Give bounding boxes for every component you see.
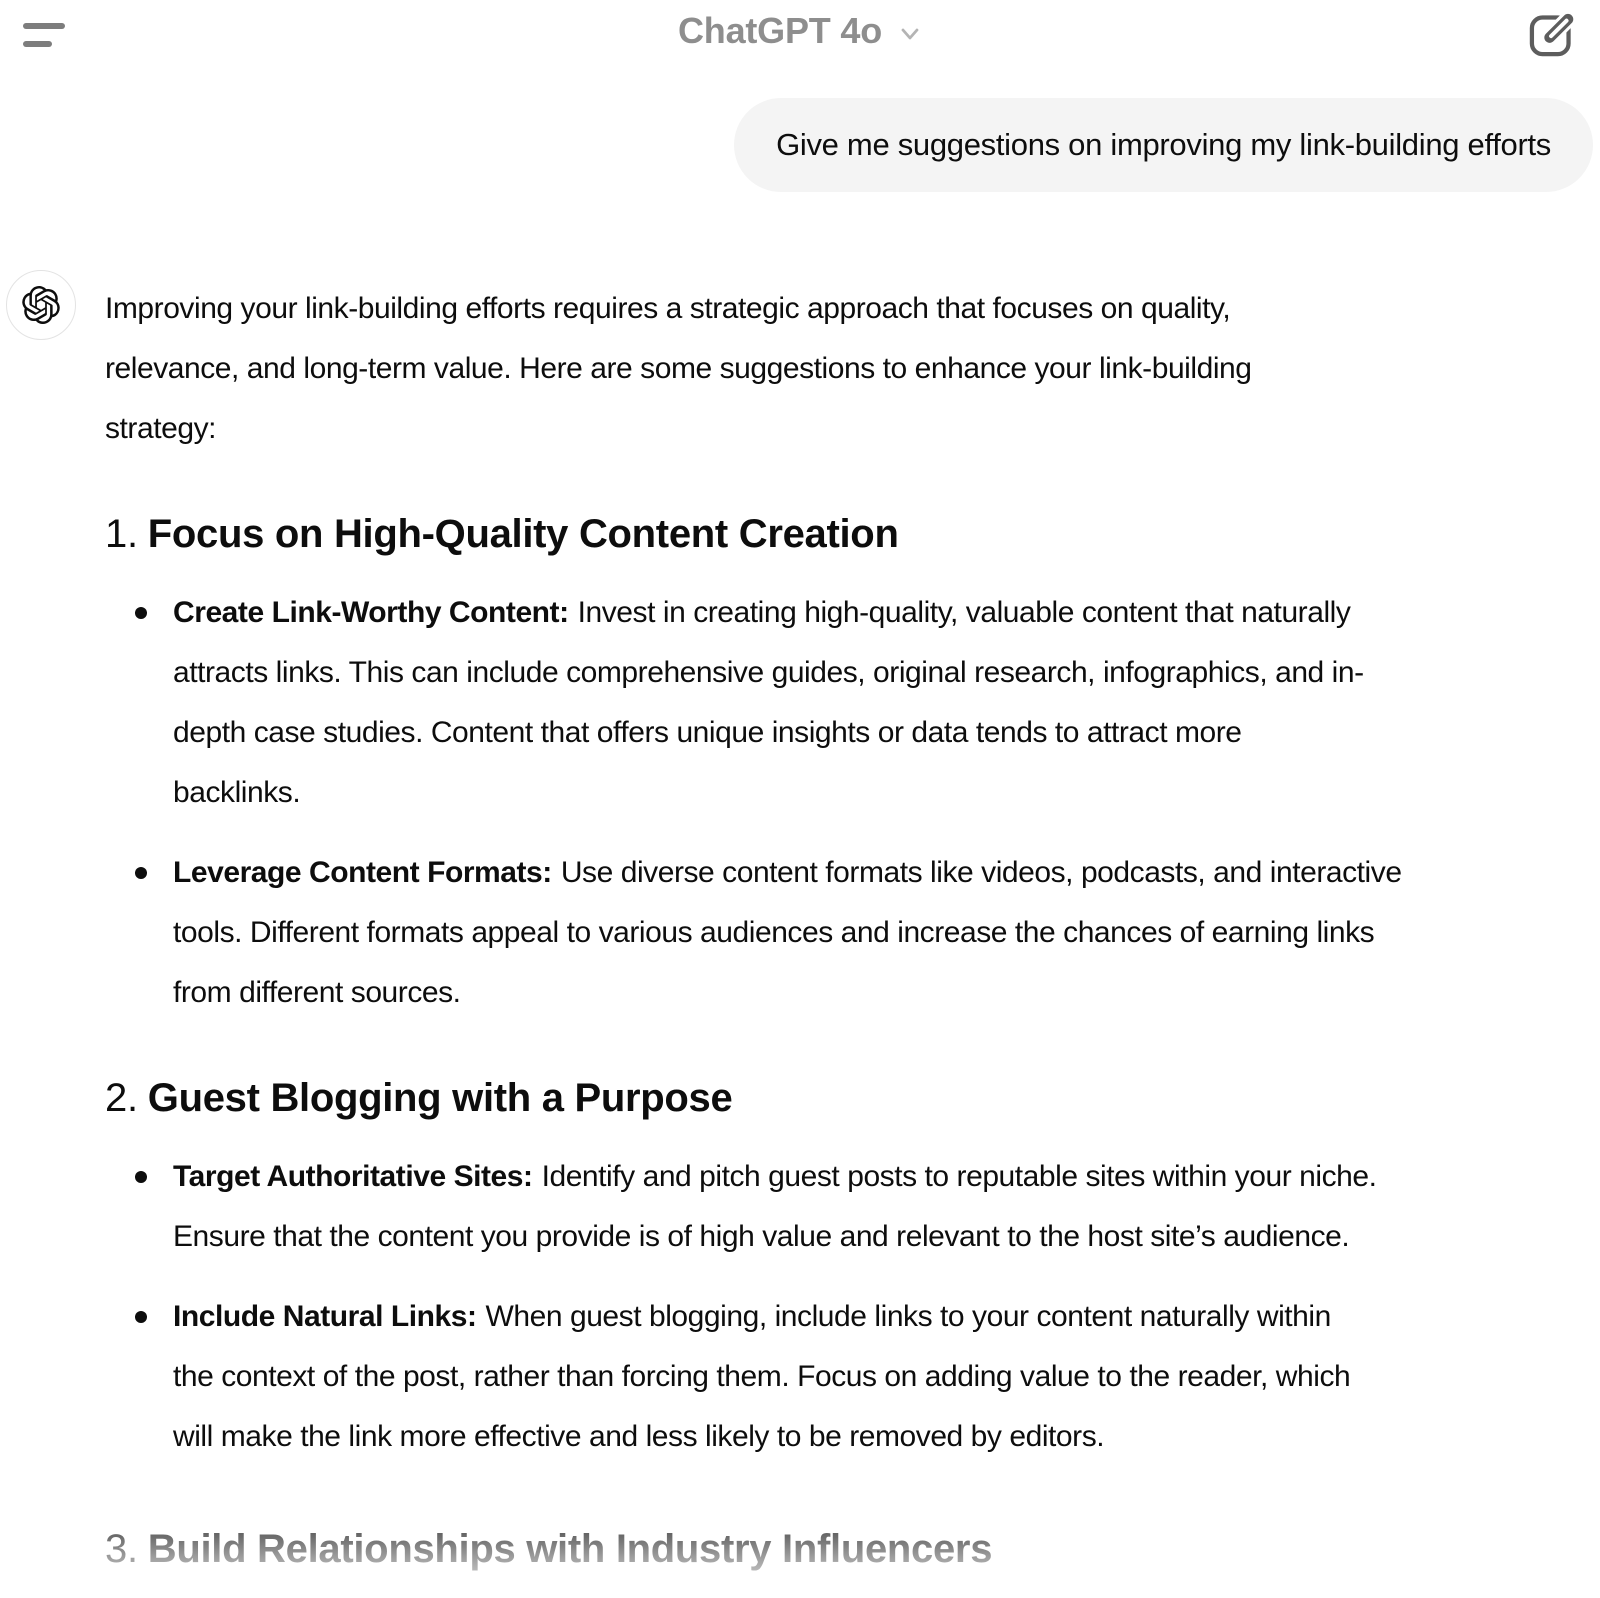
list-item xyxy=(105,1147,1565,1267)
section-number: 2. xyxy=(105,1076,138,1120)
model-title: ChatGPT 4o xyxy=(677,10,883,51)
user-message-bubble xyxy=(734,98,1593,192)
model-switcher-button[interactable] xyxy=(678,10,922,52)
sidebar-toggle-button[interactable] xyxy=(15,12,75,58)
text-line: relevance, and long-term value. Here are some suggestions to enhance your link-building xyxy=(105,352,1252,385)
section-heading-1 xyxy=(105,506,1565,562)
section-title: Focus on High-Quality Content Creation xyxy=(147,512,899,556)
text-line: backlinks. xyxy=(173,776,301,809)
section-title: Build Relationships with Industry Influencers xyxy=(147,1527,993,1571)
text-line: attracts links. This can include comprehensive guides, original research, infographics, and in- xyxy=(173,656,1364,689)
section-heading-3 xyxy=(105,1521,1565,1577)
list-item xyxy=(105,1287,1565,1467)
top-bar xyxy=(0,0,1600,70)
bullet-dot xyxy=(135,1171,147,1183)
assistant-message xyxy=(105,279,1565,1598)
intro-paragraph xyxy=(105,279,1565,459)
text-line: Include Natural Links: When guest blogging, include links to your content naturally within xyxy=(173,1300,1331,1333)
section-number: 3. xyxy=(105,1527,138,1571)
text-line: depth case studies. Content that offers unique insights or data tends to attract more xyxy=(173,716,1242,749)
text-line: from different sources. xyxy=(173,976,461,1009)
openai-logo-icon xyxy=(22,286,60,324)
list-item xyxy=(105,843,1565,1023)
section-number: 1. xyxy=(105,512,138,556)
bullet-dot xyxy=(135,867,147,879)
user-message-text: Give me suggestions on improving my link-building efforts xyxy=(776,127,1551,162)
compose-icon xyxy=(1526,8,1578,60)
text-line: Ensure that the content you provide is of high value and relevant to the host site’s audience. xyxy=(173,1220,1350,1253)
text-line: Improving your link-building efforts requires a strategic approach that focuses on quality, xyxy=(105,292,1231,325)
list-item xyxy=(105,583,1565,823)
text-line: Target Authoritative Sites: Identify and pitch guest posts to reputable sites within your niche. xyxy=(173,1160,1377,1193)
text-line: Create Link-Worthy Content: Invest in creating high-quality, valuable content that naturally xyxy=(173,596,1351,629)
menu-icon xyxy=(23,41,52,47)
bullet-lead: Target Authoritative Sites: xyxy=(173,1160,533,1193)
bullet-dot xyxy=(135,607,147,619)
bullet-list-1 xyxy=(105,583,1565,1023)
text-line: the context of the post, rather than forcing them. Focus on adding value to the reader, which xyxy=(173,1360,1351,1393)
bullet-lead: Include Natural Links: xyxy=(173,1300,477,1333)
text-line: tools. Different formats appeal to various audiences and increase the chances of earning links xyxy=(173,916,1375,949)
section-heading-2 xyxy=(105,1070,1565,1126)
menu-icon xyxy=(23,23,65,29)
text-line: Leverage Content Formats: Use diverse content formats like videos, podcasts, and interactive xyxy=(173,856,1402,889)
text-line: strategy: xyxy=(105,412,216,445)
text-line: will make the link more effective and less likely to be removed by editors. xyxy=(173,1420,1105,1453)
bullet-dot xyxy=(135,1311,147,1323)
bullet-lead: Create Link-Worthy Content: xyxy=(173,596,569,629)
chevron-down-icon xyxy=(898,22,922,46)
bullet-list-2 xyxy=(105,1147,1565,1467)
section-title: Guest Blogging with a Purpose xyxy=(147,1076,733,1120)
bullet-lead: Leverage Content Formats: xyxy=(173,856,552,889)
assistant-avatar xyxy=(6,270,76,340)
new-chat-button[interactable] xyxy=(1526,8,1578,60)
